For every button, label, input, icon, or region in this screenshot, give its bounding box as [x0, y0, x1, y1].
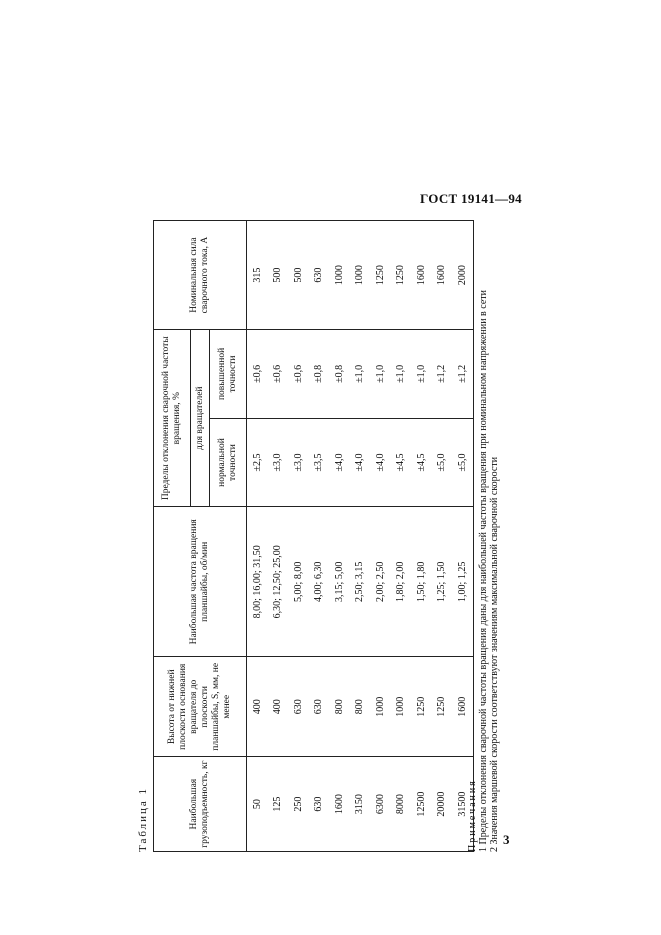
note-1: 1 Пределы отклонения сварочной частоты вращения даны для наибольшей частоты вращения при номинальном напряжении в сети [478, 290, 489, 852]
header-height: Высота от нижней плоскости основания вращателя до плоскости планшайбы, S, мм, не менее [154, 657, 247, 757]
cell-current: 630 [309, 221, 330, 330]
cell-capacity: 250 [288, 757, 309, 852]
header-normal: нормальной точности [210, 418, 247, 507]
table-row [247, 221, 268, 852]
cell-capacity: 8000 [391, 757, 412, 852]
table-row [350, 221, 371, 852]
table-row [309, 221, 330, 852]
cell-speed: 1,80; 2,00 [391, 507, 412, 657]
cell-capacity: 1600 [329, 757, 350, 852]
table-row [370, 221, 391, 852]
table-row [288, 221, 309, 852]
cell-normal: ±3,0 [268, 418, 289, 507]
cell-current: 1000 [329, 221, 350, 330]
cell-capacity: 20000 [432, 757, 453, 852]
cell-current: 500 [268, 221, 289, 330]
cell-speed: 1,25; 1,50 [432, 507, 453, 657]
header-for-rotators: для вращателей [191, 330, 210, 507]
cell-capacity: 3150 [350, 757, 371, 852]
cell-increased: ±1,0 [391, 330, 412, 419]
cell-height: 800 [350, 657, 371, 757]
cell-current: 2000 [452, 221, 473, 330]
cell-normal: ±4,0 [350, 418, 371, 507]
cell-current: 315 [247, 221, 268, 330]
rotated-content [135, 212, 515, 852]
cell-height: 630 [288, 657, 309, 757]
cell-normal: ±5,0 [452, 418, 473, 507]
cell-capacity: 125 [268, 757, 289, 852]
cell-current: 1600 [411, 221, 432, 330]
cell-current: 1250 [370, 221, 391, 330]
cell-normal: ±4,0 [329, 418, 350, 507]
cell-speed: 8,00; 16,00; 31,50 [247, 507, 268, 657]
cell-normal: ±4,0 [370, 418, 391, 507]
cell-increased: ±1,0 [370, 330, 391, 419]
page-number: 3 [503, 832, 510, 847]
standard-id: ГОСТ 19141—94 [420, 191, 522, 206]
cell-normal: ±2,5 [247, 418, 268, 507]
cell-capacity: 50 [247, 757, 268, 852]
cell-capacity: 630 [309, 757, 330, 852]
cell-current: 500 [288, 221, 309, 330]
cell-capacity: 31500 [452, 757, 473, 852]
cell-increased: ±0,8 [309, 330, 330, 419]
cell-increased: ±1,0 [411, 330, 432, 419]
cell-speed: 1,00; 1,25 [452, 507, 473, 657]
table-row [329, 221, 350, 852]
cell-increased: ±0,6 [268, 330, 289, 419]
cell-height: 1250 [411, 657, 432, 757]
cell-normal: ±4,5 [391, 418, 412, 507]
header-current: Номинальная сила сварочного тока, А [154, 221, 247, 330]
table-notes [467, 216, 500, 852]
table-1 [153, 220, 474, 852]
cell-height: 1250 [432, 657, 453, 757]
cell-speed: 4,00; 6,30 [309, 507, 330, 657]
cell-increased: ±1,2 [432, 330, 453, 419]
cell-normal: ±5,0 [432, 418, 453, 507]
cell-height: 800 [329, 657, 350, 757]
cell-current: 1000 [350, 221, 371, 330]
cell-height: 400 [268, 657, 289, 757]
cell-speed: 3,15; 5,00 [329, 507, 350, 657]
cell-height: 1000 [370, 657, 391, 757]
cell-speed: 2,00; 2,50 [370, 507, 391, 657]
table-row [411, 221, 432, 852]
table-row [268, 221, 289, 852]
cell-increased: ±1,2 [452, 330, 473, 419]
cell-current: 1600 [432, 221, 453, 330]
cell-speed: 2,50; 3,15 [350, 507, 371, 657]
notes-title: Примечания [467, 779, 478, 852]
cell-speed: 6,30; 12,50; 25,00 [268, 507, 289, 657]
cell-current: 1250 [391, 221, 412, 330]
cell-height: 1600 [452, 657, 473, 757]
table-caption: Таблица 1 [137, 786, 149, 852]
cell-height: 630 [309, 657, 330, 757]
cell-increased: ±0,6 [247, 330, 268, 419]
cell-increased: ±1,0 [350, 330, 371, 419]
cell-speed: 5,00; 8,00 [288, 507, 309, 657]
header-increased: повышенной точности [210, 330, 247, 419]
header-speed: Наибольшая частота вращения планшайбы, об/мин [154, 507, 247, 657]
note-2: 2 Значения маршевой скорости соответствуют значениям максимальной сварочной скорости [489, 456, 500, 852]
cell-normal: ±3,0 [288, 418, 309, 507]
cell-height: 1000 [391, 657, 412, 757]
table-row [391, 221, 412, 852]
cell-increased: ±0,8 [329, 330, 350, 419]
header-deviation-group: Пределы отклонения сварочной частоты вращения, % [154, 330, 191, 507]
cell-capacity: 6300 [370, 757, 391, 852]
cell-speed: 1,50; 1,80 [411, 507, 432, 657]
cell-normal: ±3,5 [309, 418, 330, 507]
cell-normal: ±4,5 [411, 418, 432, 507]
cell-capacity: 12500 [411, 757, 432, 852]
table-row [432, 221, 453, 852]
cell-height: 400 [247, 657, 268, 757]
header-capacity: Наибольшая грузоподъемность, кг [154, 757, 247, 852]
cell-increased: ±0,6 [288, 330, 309, 419]
